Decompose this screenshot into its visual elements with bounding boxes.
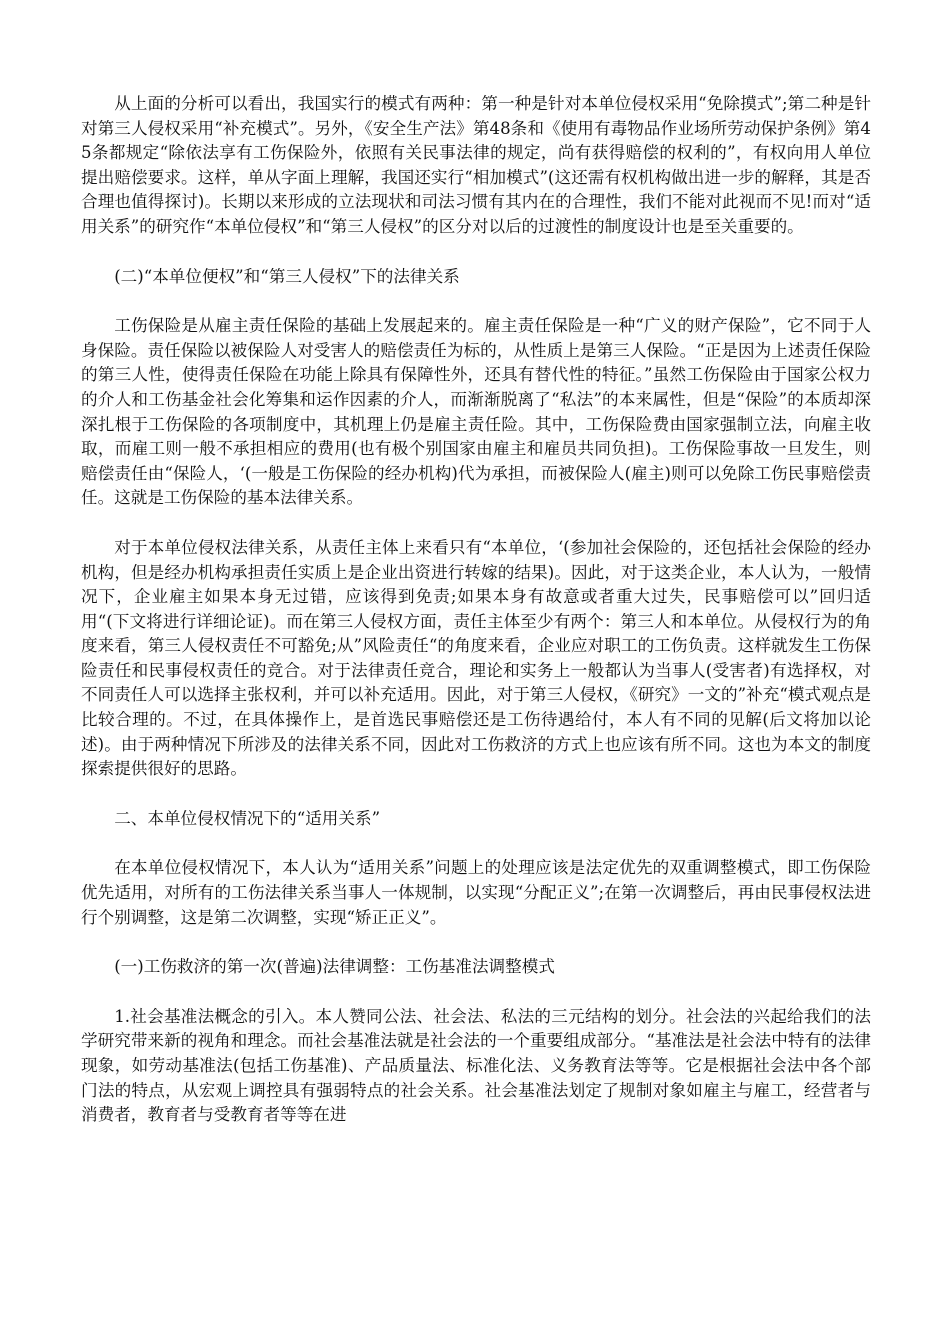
section-heading-legal-relations: (二)“本单位便权”和“第三人侵权”下的法律关系 [114, 266, 460, 286]
section-heading-applicable-relation: 二、本单位侵权情况下的“适用关系” [114, 808, 381, 828]
paragraph-social-baseline-law: 1.社会基准法概念的引入。本人赞同公法、社会法、私法的三元结构的划分。社会法的兴起给我们的法学研究带来新的视角和理念。而社会基准法就是社会法的一个重要组成部分。“基准法是社会法中特有的法律现象，如劳动基准法(包括工伤基准)、产品质量法、标准化法、义务教育法等等。它是根据社会法中各个部门法的特点，从宏观上调控具有强弱特点的社会关系。社会基准法划定了规制对象如雇主与雇工，经营者与消费者，教育者与受教育者等等在进 [81, 1006, 871, 1125]
paragraph-dual-adjustment-model: 在本单位侵权情况下，本人认为“适用关系”问题上的处理应该是法定优先的双重调整模式，即工伤保险优先适用，对所有的工伤法律关系当事人一体规制，以实现“分配正义”;在第一次调整后，再由民事侵权法进行个别调整，这是第二次调整，实现“矫正正义”。 [81, 858, 871, 927]
paragraph-unit-infringement-relations: 对于本单位侵权法律关系，从责任主体上来看只有“本单位，‘(参加社会保险的，还包括社会保险的经办机构，但是经办机构承担责任实质上是企业出资进行转嫁的结果)。因此，对于这类企业，本人认为，一般情况下，企业雇主如果本身无过错，应该得到免责;如果本身有故意或者重大过失，民事赔偿可以”回归适用“(下文将进行详细论证)。而在第三人侵权方面，责任主体至少有两个：第三人和本单位。从侵权行为的角度来看，第三人侵权责任不可豁免;从”风险责任“的角度来看，企业应对职工的工伤负责。这样就发生工伤保险责任和民事侵权责任的竞合。对于法律责任竞合，理论和实务上一般都认为当事人(受害者)有选择权，对不同责任人可以选择主张权利，并可以补充适用。因此，对于第三人侵权，《研究》一文的”补充“模式观点是比较合理的。不过，在具体操作上，是首选民事赔偿还是工伤待遇给付，本人有不同的见解(后文将加以论述)。由于两种情况下所涉及的法律关系不同，因此对工伤救济的方式上也应该有所不同。这也为本文的制度探索提供很好的思路。 [81, 537, 871, 779]
section-heading-first-adjustment: (一)工伤救济的第一次(普遍)法律调整：工伤基准法调整模式 [114, 957, 555, 977]
paragraph-employer-liability-insurance: 工伤保险是从雇主责任保险的基础上发展起来的。雇主责任保险是一种“广义的财产保险”，它不同于人身保险。责任保险以被保险人对受害人的赔偿责任为标的，从性质上是第三人保险。“正是因为上述责任保险的第三人性，使得责任保险在功能上除具有保障性外，还具有替代性的特征。”虽然工伤保险由于国家公权力的介人和工伤基金社会化筹集和运作因素的介人，而渐渐脱离了“私法”的本来属性，但是“保险”的本质却深深扎根于工伤保险的各项制度中，其机理上仍是雇主责任险。其中，工伤保险费由国家强制立法，向雇主收取，而雇工则一般不承担相应的费用(也有极个别国家由雇主和雇员共同负担)。工伤保险事故一旦发生，则赔偿责任由“保险人，‘(一般是工伤保险的经办机构)代为承担，而被保险人(雇主)则可以免除工伤民事赔偿责任。这就是工伤保险的基本法律关系。 [81, 316, 871, 508]
document-page [81, 92, 871, 1153]
paragraph-model-analysis: 从上面的分析可以看出，我国实行的模式有两种：第一种是针对本单位侵权采用“免除摸式”;第二种是针对第三人侵权采用“补充模式”。另外，《安全生产法》第48条和《使用有毒物品作业场所劳动保护条例》第45条都规定“除依法享有工伤保险外，依照有关民事法律的规定，尚有获得赔偿的权利的”，有权向用人单位提出赔偿要求。这样，单从字面上理解，我国还实行“相加模式”(这还需有权机构做出进一步的解释，其是否合理也值得探讨)。长期以来形成的立法现状和司法习惯有其内在的合理性，我们不能对此视而不见!而对“适用关系”的研究作“本单位侵权”和“第三人侵权”的区分对以后的过渡性的制度设计也是至关重要的。 [81, 94, 871, 236]
